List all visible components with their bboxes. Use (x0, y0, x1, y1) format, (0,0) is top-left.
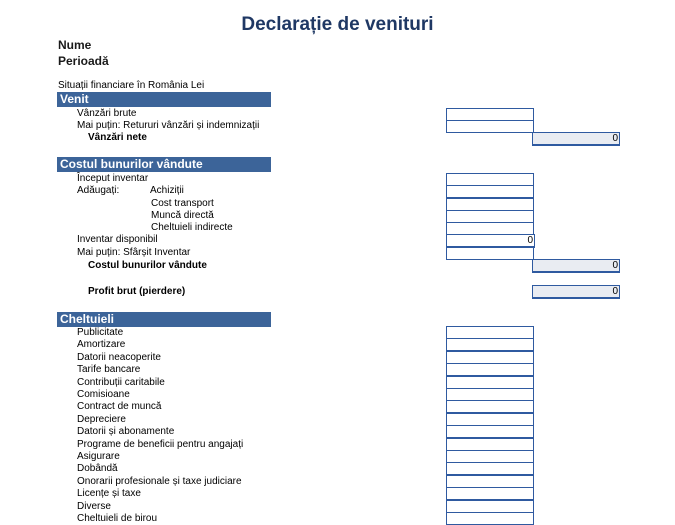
expense-item-input[interactable] (446, 462, 534, 475)
expense-item-label: Amortizare (77, 339, 126, 350)
add-label: Adăugați: (77, 185, 120, 196)
expense-item-label: Contract de muncă (77, 401, 162, 412)
expense-item-label: Diverse (77, 501, 111, 512)
expense-item-label: Cheltuieli de birou (77, 513, 158, 524)
period-label: Perioadă (58, 54, 109, 68)
expense-item-label: Depreciere (77, 414, 126, 425)
ending-inventory-label: Mai puțin: Sfârșit Inventar (77, 247, 191, 258)
expense-item-label: Datorii neacoperite (77, 352, 161, 363)
expense-item-input[interactable] (446, 487, 534, 500)
expense-item-label: Tarife bancare (77, 364, 141, 375)
expense-item-input[interactable] (446, 425, 534, 438)
expenses-section-header: Cheltuieli (57, 312, 271, 327)
freight-label: Cost transport (151, 198, 214, 209)
expense-item-label: Comisioane (77, 389, 130, 400)
direct-labor-label: Muncă directă (151, 210, 214, 221)
expense-item-label: Licențe și taxe (77, 488, 141, 499)
income-section-header: Venit (57, 92, 271, 107)
expense-item-label: Programe de beneficii pentru angajați (77, 439, 244, 450)
expense-item-input[interactable] (446, 512, 534, 525)
returns-input[interactable] (446, 120, 534, 133)
expense-item-label: Datorii și abonamente (77, 426, 175, 437)
expense-item-label: Contribuții caritabile (77, 377, 165, 388)
returns-label: Mai puțin: Retururi vânzări și indemnizații (77, 120, 260, 131)
ending-inventory-input[interactable] (446, 247, 534, 260)
available-inventory-label: Inventar disponibil (77, 234, 158, 245)
expense-item-label: Asigurare (77, 451, 120, 462)
expense-item-label: Onorarii profesionale și taxe judiciare (77, 476, 242, 487)
purchases-input[interactable] (446, 185, 534, 198)
beginning-inventory-label: Început inventar (77, 173, 149, 184)
expense-item-label: Dobândă (77, 463, 118, 474)
gross-sales-label: Vânzări brute (77, 108, 137, 119)
purchases-label: Achiziții (150, 185, 184, 196)
indirect-expenses-label: Cheltuieli indirecte (151, 222, 233, 233)
name-label: Nume (58, 38, 92, 52)
net-sales-total: 0 (532, 132, 620, 146)
expense-item-input[interactable] (446, 400, 534, 413)
expense-item-input[interactable] (446, 338, 534, 351)
cogs-total-label: Costul bunurilor vândute (88, 260, 207, 271)
net-sales-label: Vânzări nete (88, 132, 147, 143)
currency-subtitle: Situații financiare în România Lei (58, 80, 205, 91)
expense-item-input[interactable] (446, 363, 534, 376)
cogs-total: 0 (532, 259, 620, 273)
gross-profit-label: Profit brut (pierdere) (88, 286, 186, 297)
gross-profit-total: 0 (532, 285, 620, 299)
page-title: Declarație de venituri (241, 14, 434, 35)
available-inventory-value: 0 (446, 234, 535, 248)
cogs-section-header: Costul bunurilor vândute (57, 157, 271, 172)
expense-item-label: Publicitate (77, 327, 124, 338)
